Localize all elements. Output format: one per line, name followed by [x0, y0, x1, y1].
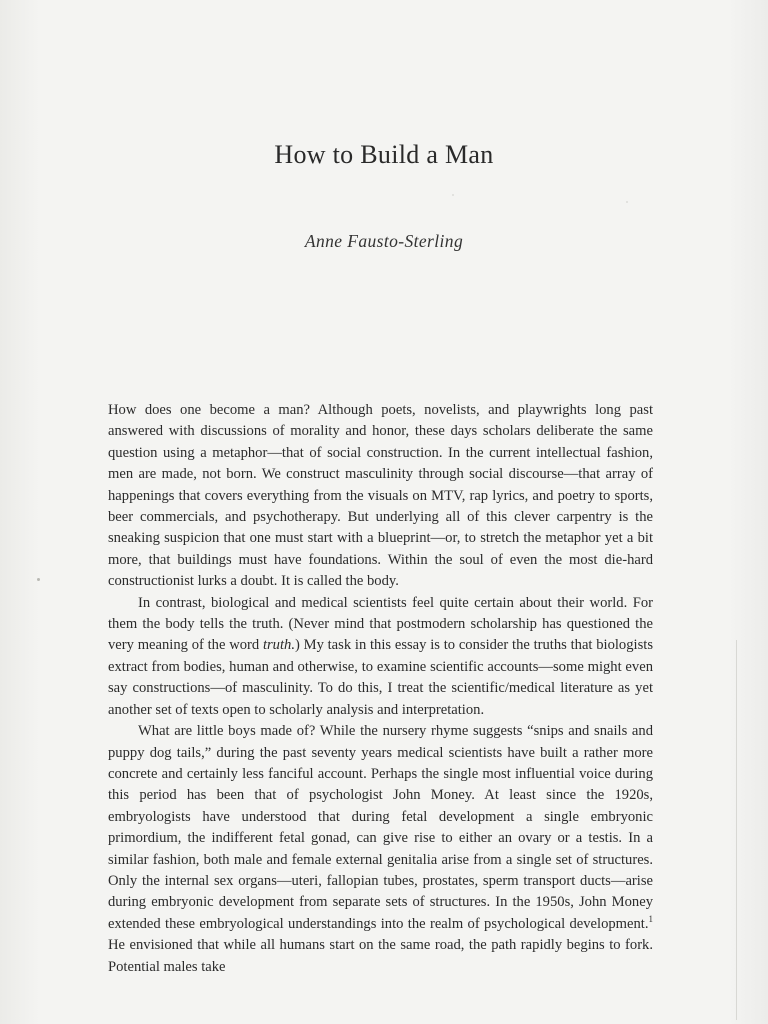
paragraph-text: How does one become a man? Although poets, novelists, and playwrights long past answered with discussions of morality and honor, these days scholars deliberate the same question using a metaphor—that of social construction. In the current intellectual fashion, men are made, not born. We construct masculinity through social discourse—that array of happenings that covers everything from the visuals on MTV, rap lyrics, and poetry to sports, beer commercials, and psychotherapy. But underlying all of this clever carpentry is the sneaking suspicion that one must start with a blueprint—or, to stretch the metaphor yet a bit more, that buildings must have foundations. Within the soul of even the most die-hard constructionist lurks a doubt. It is called the body. — [108, 402, 653, 590]
paragraph-text: In contrast, biological and medical scientists feel quite certain about their world. For them the body tells the truth. (Never mind that postmodern scholarship has questioned the very meaning of the word — [108, 594, 653, 654]
scan-speck — [452, 194, 454, 196]
scan-speck — [37, 578, 40, 581]
author-name: Anne Fausto-Sterling — [304, 231, 464, 251]
body-paragraph — [108, 721, 653, 978]
emphasized-text: truth. — [262, 637, 295, 654]
page-edge-shadow — [736, 640, 737, 1020]
paragraph-text: ) My task in this essay is to consider the truths that biologists extract from bodies, human and otherwise, to examine scientific accounts—some might even say constructions—of masculinity. To do this, I treat the scientific/medical literature as yet another set of texts open to scholarly analysis and interpretation. — [108, 637, 653, 718]
essay-title: How to Build a Man — [274, 140, 494, 169]
paragraph-text: What are little boys made of? While the nursery rhyme suggests “snips and snails and puppy dog tails,” during the past seventy years medical scientists have built a rather more concrete and certainly less fanciful account. Perhaps the single most influential voice during this period has been that of psychologist John Money. At least since the 1920s, embryologists have understood that during fetal development a single embryonic primordium, the indifferent fetal gonad, can give rise to either an ovary or a testis. In a similar fashion, both male and female external genitalia arise from a single set of structures. Only the internal sex organs—uteri, fallopian tubes, prostates, sperm transport ducts—arise during embryonic development from separate sets of structures. In the 1950s, John Money extended these embryological understandings into the realm of psychological development. — [108, 723, 653, 932]
body-paragraph — [108, 593, 653, 721]
scan-speck — [626, 201, 628, 203]
paragraph-text: He envisioned that while all humans start on the same road, the path rapidly begins to fork. Potential males take — [108, 937, 653, 975]
footnote-marker: 1 — [648, 913, 653, 924]
essay-body — [108, 400, 653, 978]
body-paragraph — [108, 400, 653, 593]
